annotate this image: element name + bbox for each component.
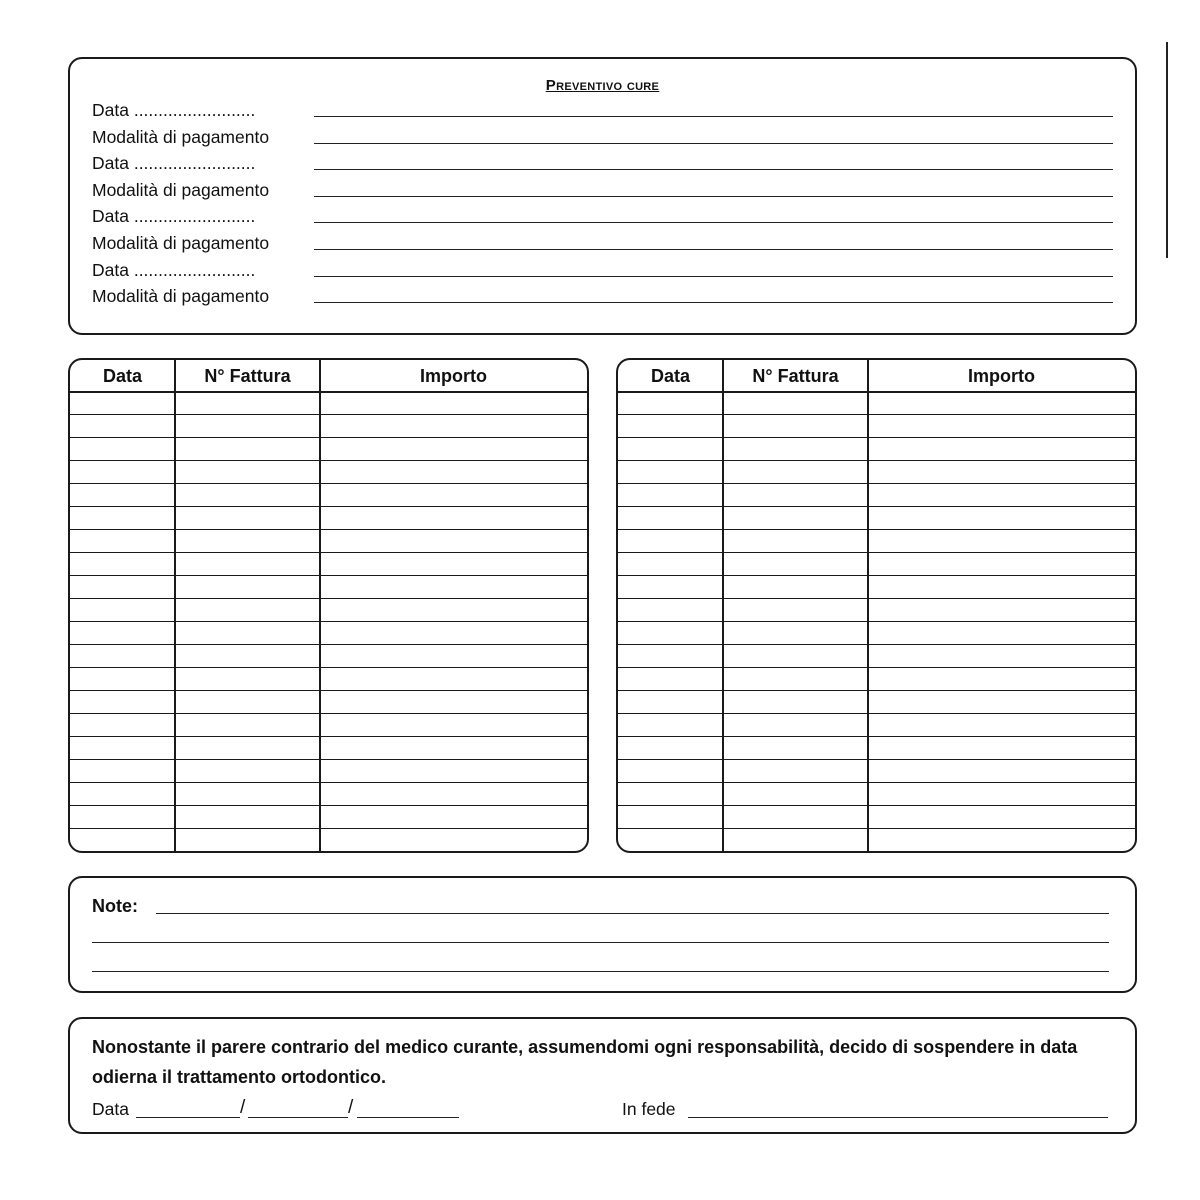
- declaration-text: Nonostante il parere contrario del medico curante, assumendomi ogni responsabilità, decido di sospendere in data odierna il trattamento ortodontico.: [92, 1037, 1078, 1087]
- preventivo-row-label: Modalità di pagamento: [92, 286, 270, 307]
- preventivo-row: [92, 97, 1113, 123]
- table-row-line: [618, 782, 1135, 783]
- preventivo-row-label: Modalità di pagamento: [92, 233, 270, 253]
- table-row-line: [70, 598, 587, 599]
- preventivo-title: Preventivo cure: [545, 77, 660, 94]
- note-label: Note:: [92, 896, 138, 916]
- preventivo-row: [92, 177, 1113, 203]
- column-header-importo: Importo: [420, 366, 487, 386]
- note-line[interactable]: [156, 913, 1109, 914]
- preventivo-row-line[interactable]: [314, 143, 1113, 144]
- table-row-line: [618, 483, 1135, 484]
- column-divider: [722, 360, 724, 851]
- table-row-line: [618, 621, 1135, 622]
- table-row-line: [618, 506, 1135, 507]
- table-row-line: [70, 759, 587, 760]
- table-row-line: [618, 759, 1135, 760]
- table-row-line: [618, 529, 1135, 530]
- table-row-line: [70, 713, 587, 714]
- preventivo-row-line[interactable]: [314, 276, 1113, 277]
- table-row-line: [618, 736, 1135, 737]
- table-row-line: [70, 506, 587, 507]
- note-line[interactable]: [92, 942, 1109, 943]
- table-row-line: [70, 483, 587, 484]
- table-header: [70, 360, 587, 391]
- in-fede-label: In fede: [622, 1099, 676, 1119]
- table-row-line: [70, 644, 587, 645]
- preventivo-row: [92, 257, 1113, 283]
- table-row-line: [618, 575, 1135, 576]
- column-header-data: Data: [650, 366, 690, 386]
- invoice-table-right: [616, 358, 1137, 853]
- table-row-line: [70, 690, 587, 691]
- page-edge-mark: [1166, 42, 1168, 258]
- table-row-line: [618, 437, 1135, 438]
- date-label: Data: [92, 1099, 129, 1119]
- preventivo-row: [92, 203, 1113, 229]
- preventivo-row-label: Data .........................: [92, 153, 256, 174]
- table-row-line: [70, 621, 587, 622]
- table-row-line: [618, 805, 1135, 806]
- date-separator: /: [348, 1097, 354, 1118]
- table-row-line: [618, 644, 1135, 645]
- preventivo-row: [92, 230, 1113, 256]
- table-row-line: [70, 437, 587, 438]
- date-year-field[interactable]: [357, 1117, 459, 1118]
- table-row-line: [618, 552, 1135, 553]
- preventivo-row-line[interactable]: [314, 249, 1113, 250]
- preventivo-row: [92, 150, 1113, 176]
- note-section: [68, 876, 1137, 993]
- table-row-line: [70, 805, 587, 806]
- table-row-line: [618, 391, 1135, 393]
- column-divider: [174, 360, 176, 851]
- table-row-line: [70, 391, 587, 393]
- table-row-line: [618, 828, 1135, 829]
- table-row-line: [70, 575, 587, 576]
- table-header: [618, 360, 1135, 391]
- preventivo-section: [68, 57, 1137, 335]
- preventivo-row-line[interactable]: [314, 169, 1113, 170]
- column-divider: [319, 360, 321, 851]
- date-separator: /: [240, 1097, 246, 1118]
- table-row-line: [618, 667, 1135, 668]
- table-row-line: [70, 828, 587, 829]
- column-header-data: Data: [102, 366, 142, 386]
- column-header-fattura: N° Fattura: [752, 366, 839, 386]
- invoice-table-left: [68, 358, 589, 853]
- preventivo-row-line[interactable]: [314, 116, 1113, 117]
- preventivo-row-line[interactable]: [314, 222, 1113, 223]
- preventivo-row: [92, 124, 1113, 150]
- preventivo-row-label: Data .........................: [92, 259, 256, 280]
- table-row-line: [618, 414, 1135, 415]
- preventivo-row-label: Data .........................: [92, 206, 256, 227]
- table-row-line: [70, 552, 587, 553]
- table-row-line: [618, 690, 1135, 691]
- preventivo-row-line[interactable]: [314, 196, 1113, 197]
- preventivo-row-line[interactable]: [314, 302, 1113, 303]
- table-row-line: [618, 460, 1135, 461]
- date-day-field[interactable]: [136, 1117, 240, 1118]
- preventivo-row: [92, 283, 1113, 309]
- date-month-field[interactable]: [248, 1117, 348, 1118]
- column-header-fattura: N° Fattura: [204, 366, 291, 386]
- table-row-line: [70, 529, 587, 530]
- table-row-line: [618, 598, 1135, 599]
- table-row-line: [70, 736, 587, 737]
- signature-field[interactable]: [688, 1117, 1108, 1118]
- declaration-section: [68, 1017, 1137, 1134]
- table-row-line: [70, 782, 587, 783]
- table-row-line: [70, 667, 587, 668]
- preventivo-row-label: Data .........................: [92, 100, 256, 120]
- note-line[interactable]: [92, 971, 1109, 972]
- preventivo-row-label: Modalità di pagamento: [92, 179, 270, 200]
- table-row-line: [70, 414, 587, 415]
- table-row-line: [618, 713, 1135, 714]
- column-divider: [867, 360, 869, 851]
- column-header-importo: Importo: [968, 366, 1035, 386]
- table-row-line: [70, 460, 587, 461]
- preventivo-row-label: Modalità di pagamento: [92, 126, 270, 147]
